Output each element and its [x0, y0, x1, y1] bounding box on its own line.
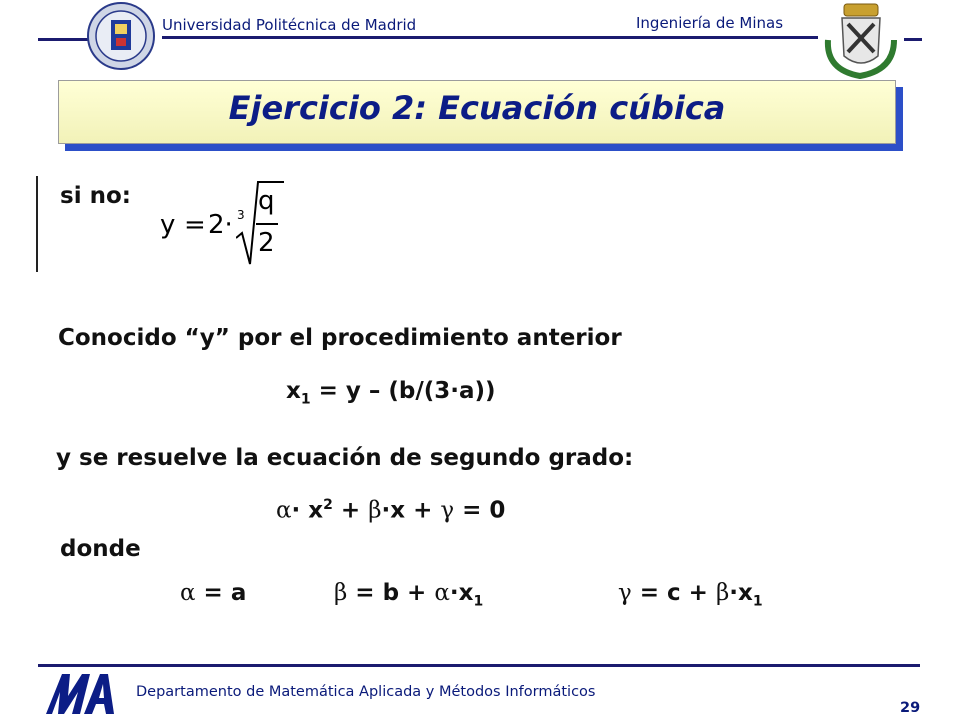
formula-cube-root	[158, 178, 288, 268]
quad-part-4: = 0	[454, 497, 506, 524]
formula-y-lhs: y	[160, 210, 176, 240]
beta-definition	[334, 580, 483, 610]
header-rule-left	[38, 38, 88, 41]
formula-denominator: 2	[258, 228, 275, 258]
gamma-definition	[618, 580, 763, 610]
page-number: 29	[900, 700, 921, 716]
school-name: Ingeniería de Minas	[636, 14, 784, 32]
header-rule-right	[904, 38, 922, 41]
formula-numerator: q	[258, 186, 275, 216]
left-bracket-line	[36, 176, 38, 272]
x1-formula	[286, 378, 496, 408]
header-rule-top	[162, 36, 818, 39]
si-no-label: si no:	[60, 183, 131, 209]
quad-superscript: 2	[323, 497, 333, 513]
def-beta-rest: = b +	[347, 580, 435, 606]
donde-label: donde	[60, 536, 141, 562]
def-gamma-beta: β	[715, 580, 730, 606]
ma-logo-text: MA	[44, 670, 46, 671]
minas-crest-icon	[820, 0, 902, 80]
def-gamma-tail: ·x	[729, 580, 753, 606]
alpha-definition	[180, 580, 246, 606]
formula-equals: =	[184, 210, 206, 240]
def-beta-symbol: β	[334, 580, 348, 606]
def-alpha-rest: = a	[195, 580, 247, 606]
gamma-symbol: γ	[440, 497, 455, 524]
def-gamma-rest: = c +	[631, 580, 716, 606]
slide-title: Ejercicio 2: Ecuación cúbica	[228, 89, 726, 127]
department-name: Departamento de Matemática Aplicada y Métodos Informáticos	[136, 684, 596, 700]
alpha-symbol: α	[276, 497, 292, 524]
def-beta-subscript: 1	[473, 593, 484, 610]
university-name: Universidad Politécnica de Madrid	[162, 16, 417, 34]
fraction-bar	[256, 223, 278, 225]
def-alpha-symbol: α	[180, 580, 196, 606]
upm-seal-icon	[86, 0, 156, 72]
quad-part-2: +	[332, 497, 369, 524]
def-gamma-symbol: γ	[618, 580, 632, 606]
x1-var: x	[286, 378, 301, 404]
def-gamma-subscript: 1	[752, 593, 763, 610]
formula-coef: 2·	[208, 210, 233, 240]
def-beta-alpha: α	[434, 580, 450, 606]
quad-part-1: · x	[291, 497, 324, 524]
x1-rest: = y – (b/(3·a))	[310, 378, 496, 404]
ma-logo-icon	[44, 670, 118, 716]
conocido-text: Conocido “y” por el procedimiento anterior	[58, 325, 622, 351]
def-beta-tail: ·x	[449, 580, 474, 606]
footer-rule	[38, 664, 920, 667]
beta-symbol: β	[368, 497, 382, 524]
quadratic-equation	[276, 497, 505, 524]
title-box	[58, 80, 896, 144]
quad-part-3: ·x +	[381, 497, 441, 524]
formula-root-index: 3	[237, 208, 245, 222]
second-degree-text: y se resuelve la ecuación de segundo grado:	[56, 445, 634, 471]
x1-subscript: 1	[300, 391, 311, 408]
